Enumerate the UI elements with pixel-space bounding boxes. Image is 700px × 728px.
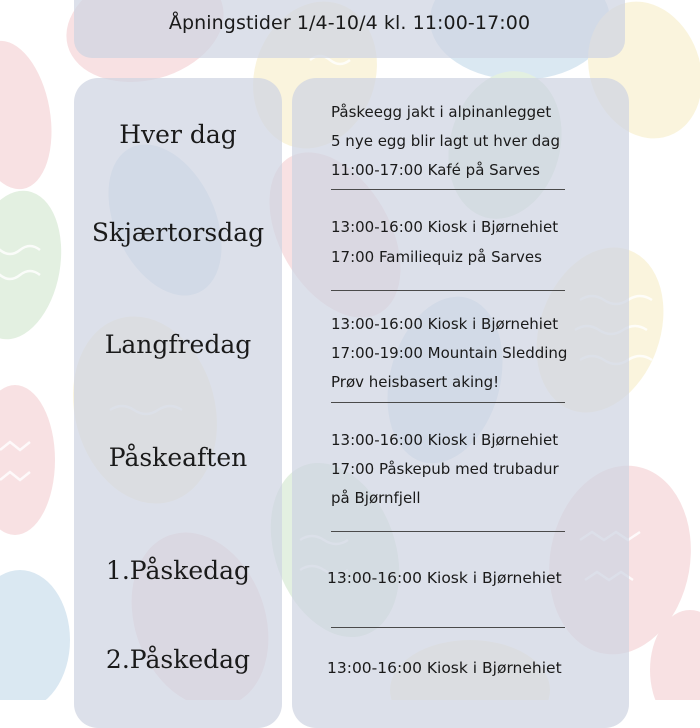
- event-line: 13:00-16:00 Kiosk i Bjørnehiet: [331, 431, 559, 449]
- event-line: 13:00-16:00 Kiosk i Bjørnehiet: [331, 218, 559, 236]
- divider: [331, 402, 565, 403]
- day-label-skjaertorsdag: Skjærtorsdag: [91, 218, 265, 247]
- event-line: 5 nye egg blir lagt ut hver dag: [331, 132, 560, 150]
- day-label-hver-dag: Hver dag: [119, 120, 237, 149]
- day-label-paaskeaften: Påskeaften: [108, 443, 248, 472]
- events-paaskeaften: [331, 426, 559, 513]
- events-langfredag: [331, 310, 567, 397]
- events-skjaertorsdag: [331, 212, 558, 272]
- events-1-paaskedag: [327, 567, 562, 589]
- opening-hours-heading: Åpningstider 1/4-10/4 kl. 11:00-17:00: [168, 12, 531, 34]
- event-line: Påskeegg jakt i alpinanlegget: [331, 103, 552, 121]
- event-line: Prøv heisbasert aking!: [331, 373, 500, 391]
- event-line: 13:00-16:00 Kiosk i Bjørnehiet: [327, 569, 562, 587]
- divider: [331, 290, 565, 291]
- event-line: på Bjørnfjell: [331, 489, 421, 507]
- days-column-panel: [74, 78, 282, 728]
- events-2-paaskedag: [327, 657, 562, 679]
- easter-egg-icon: [0, 34, 62, 196]
- easter-egg-icon: [0, 183, 72, 346]
- event-line: 11:00-17:00 Kafé på Sarves: [331, 161, 540, 179]
- divider: [331, 189, 565, 190]
- easter-egg-icon: [0, 385, 55, 535]
- event-line: 13:00-16:00 Kiosk i Bjørnehiet: [331, 315, 559, 333]
- divider: [331, 627, 565, 628]
- event-line: 17:00-19:00 Mountain Sledding: [331, 344, 568, 362]
- divider: [331, 531, 565, 532]
- day-label-2-paaskedag: 2.Påskedag: [105, 645, 251, 674]
- day-label-langfredag: Langfredag: [104, 330, 252, 359]
- event-line: 13:00-16:00 Kiosk i Bjørnehiet: [327, 659, 562, 677]
- day-label-1-paaskedag: 1.Påskedag: [105, 556, 251, 585]
- event-line: 17:00 Påskepub med trubadur: [331, 460, 559, 478]
- easter-egg-icon: [0, 570, 70, 700]
- event-line: 17:00 Familiequiz på Sarves: [331, 248, 542, 266]
- events-hver-dag: [331, 98, 560, 185]
